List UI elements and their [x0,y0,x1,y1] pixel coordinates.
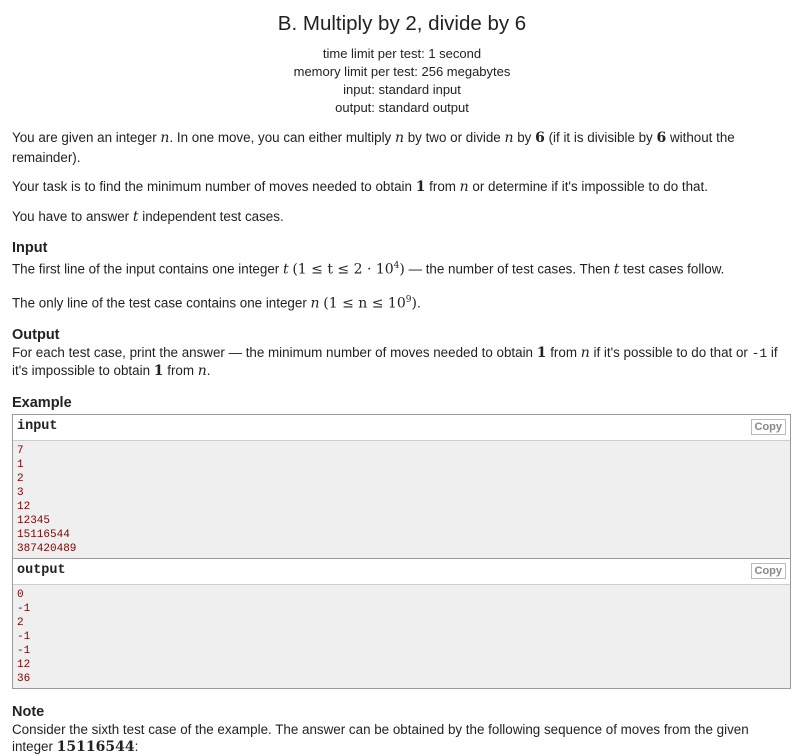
text: from [425,179,460,194]
input-section-title: Input [12,240,48,256]
example-line: 3 [17,486,24,499]
text: : [134,738,139,754]
statement-paragraph-3 [12,207,792,227]
example-line: 12345 [17,514,51,527]
example-input-content[interactable] [13,441,790,558]
math-paren: ) [399,261,405,278]
math-paren: ) [411,295,417,312]
text: Consider the sixth test case of the example. The answer can be obtained by the following sequence of moves from the given integer [12,721,749,754]
text: by two or divide [404,130,505,145]
example-input-header [13,415,790,441]
example-line: 15116544 [17,528,70,541]
math-constraint: (1 ≤ n ≤ 10 [323,295,406,312]
example-line: 0 [17,588,24,601]
math-one: 1 [153,362,164,379]
text: The only line of the test case contains one integer [12,295,311,311]
math-n: n [504,130,514,146]
math-n: n [580,344,590,361]
example-line: 2 [17,472,24,485]
example-line: 7 [17,444,24,457]
text: The first line of the input contains one integer [12,261,283,277]
time-limit: time limit per test: 1 second [322,46,482,61]
example-line: 387420489 [17,542,77,555]
text: You are given an integer [12,130,161,145]
math-exponent: 9 [405,295,412,306]
text: test cases follow. [619,261,725,277]
math-t: t [613,261,620,278]
math-n: n [160,130,170,146]
example-line: 1 [17,458,24,471]
text: by [513,130,536,145]
text: . [416,295,421,311]
text: Your task is to find the minimum number of moves needed to obtain [12,179,416,194]
example-line: -1 [17,644,31,657]
math-n: n [394,130,404,146]
text: You have to answer [12,209,133,224]
text: (if it is divisible by [544,130,657,145]
example-line: 2 [17,616,24,629]
text: or determine if it's impossible to do that. [468,179,708,194]
text: without the remainder). [12,130,735,165]
example-line: -1 [17,602,31,615]
text: if it's impossible to obtain [12,344,778,378]
math-constraint: (1 ≤ t ≤ 2 · 10 [292,261,394,278]
text: from [546,344,581,360]
text: from [163,362,198,378]
text: independent test cases. [138,209,284,224]
statement-paragraph-1 [12,128,792,167]
input-file: input: standard input [343,82,461,97]
text: For each test case, print the answer — the minimum number of moves needed to obtain [12,344,537,360]
copy-input-button[interactable]: Copy [751,419,787,435]
memory-limit: memory limit per test: 256 megabytes [293,64,511,79]
math-six: 6 [535,130,545,146]
example-section-title: Example [12,394,72,411]
code-negative-one: -1 [751,345,768,361]
statement-paragraph-2 [12,177,792,197]
example-line: 12 [17,500,31,513]
math-six: 6 [656,130,667,146]
example-input-label: input [17,418,58,434]
copy-output-button[interactable]: Copy [751,563,787,579]
example-box [12,414,791,689]
output-file: output: standard output [335,100,469,115]
math-n: n [459,179,469,195]
math-t: t [282,261,289,278]
math-one: 1 [415,179,426,195]
math-n: n [197,362,207,379]
note-paragraph [12,721,792,756]
output-paragraph [12,344,792,380]
math-n: n [310,295,320,312]
example-output-label: output [17,562,66,578]
text: — the number of test cases. Then [404,261,614,277]
input-paragraph-2 [12,291,792,313]
text: if it's possible to do that or [589,344,752,360]
example-output-header [13,559,790,585]
math-value: 15116544 [56,738,135,755]
example-output-content[interactable] [13,585,790,688]
math-t: t [132,209,139,225]
example-line: 12 [17,658,31,671]
math-exponent: 4 [393,261,400,271]
problem-header [12,0,792,117]
output-section-title: Output [12,326,60,343]
text: . In one move, you can either multiply [169,130,395,145]
problem-title: B. Multiply by 2, divide by 6 [277,12,527,35]
input-paragraph-1 [12,257,792,279]
example-line: -1 [17,630,31,643]
note-section-title: Note [12,703,45,720]
example-line: 36 [17,672,31,685]
text: . [206,362,211,378]
math-one: 1 [536,344,547,361]
